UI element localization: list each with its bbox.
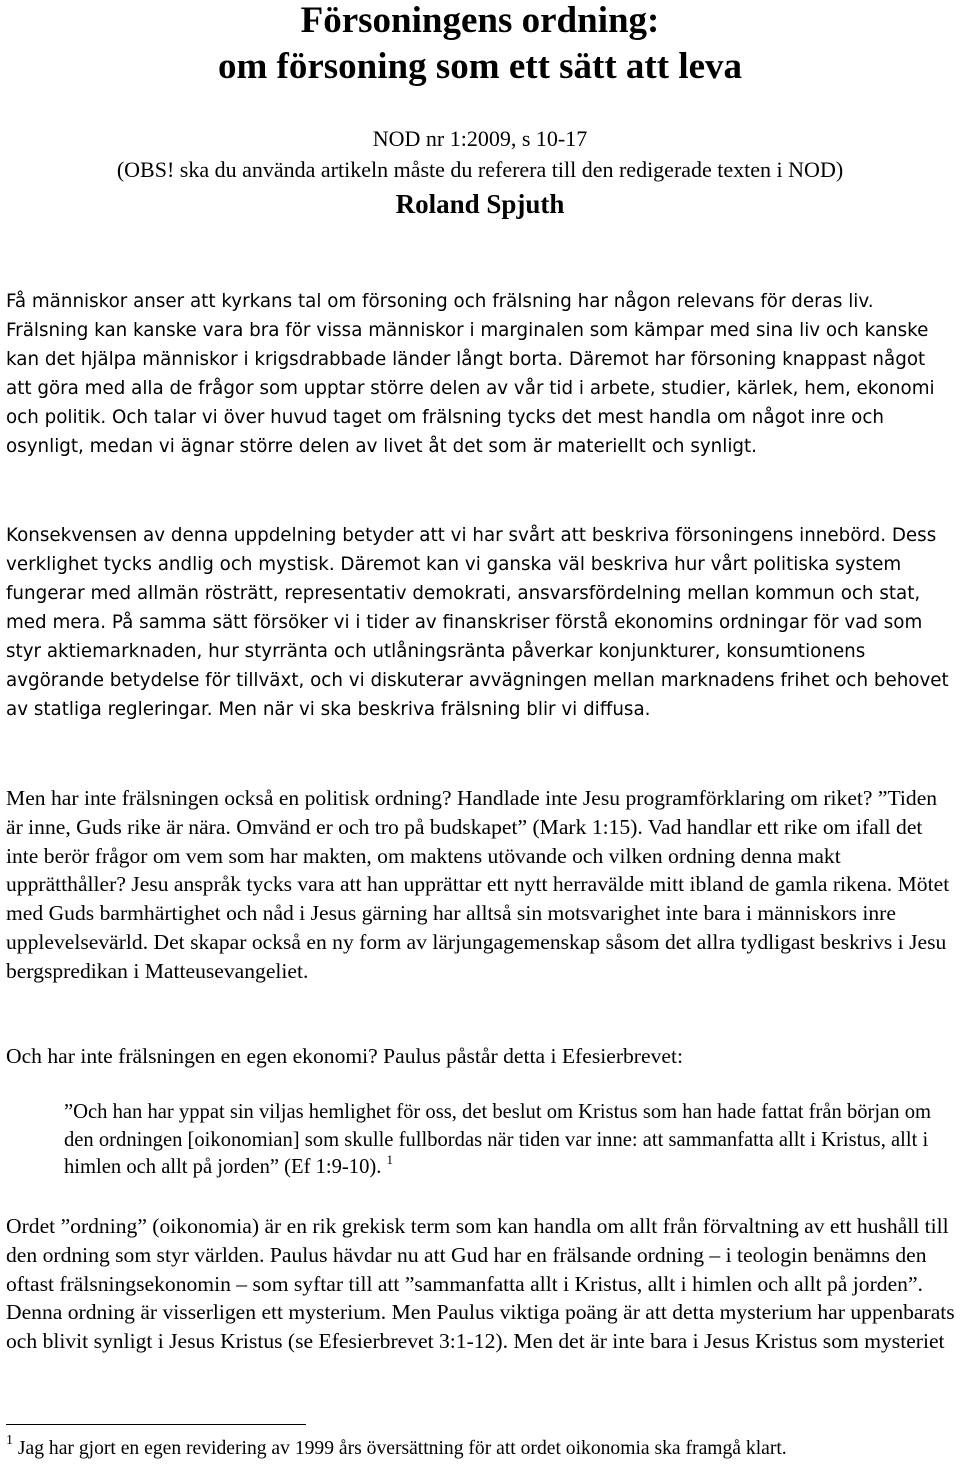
footnote-number: 1 xyxy=(6,1433,13,1448)
paragraph-3: Men har inte frälsningen också en politisk ordning? Handlade inte Jesu programförklaring om riket? ”Tiden är inne, Guds rike är nära. Omvänd er och tro på budskapet” (Mark 1:15). Vad handlar ett rike om ifall det inte berör frågor om vem som har makten, om maktens utövande och vilken ordning denna makt upprätthåller? Jesu anspråk tycks vara att han upprättar ett nytt herravälde mitt ibland de gamla rikena. Mötet med Guds barmhärtighet och nåd i Jesus gärning har alltså sin motsvarighet inte bara i människors inre upplevelsevärld. Det skapar också en ny form av lärjungagemenskap såsom det allra tydligast beskrivs i Jesu bergspredikan i Matteusevangeliet. xyxy=(6,786,950,983)
citation-note: (OBS! ska du använda artikeln måste du referera till den redigerade texten i NOD) xyxy=(116,157,844,182)
title-line-1: Försoningens ordning: xyxy=(300,0,660,41)
document-title xyxy=(0,0,960,90)
footnote-reference: 1 xyxy=(386,1152,394,1167)
paragraph-4: Och har inte frälsningen en egen ekonomi? Paulus påstår detta i Efesierbrevet: xyxy=(6,1044,683,1068)
quote-text: ”Och han har yppat sin viljas hemlighet för oss, det beslut om Kristus som han hade fattat från början om den ordningen [oikonomian] som skulle fullbordas när tiden var inne: att sammanfatta allt i Kristus, allt i himlen och allt på jorden” (Ef 1:9-10). xyxy=(64,1101,932,1178)
author-name: Roland Spjuth xyxy=(395,189,565,219)
paragraph-5: Ordet ”ordning” (oikonomia) är en rik grekisk term som kan handla om allt från förvaltning av ett hushåll till den ordning som styr världen. Paulus hävdar nu att Gud har en frälsande ordning – i teologin benämns den oftast frälsningsekonomin – som syftar till att ”sammanfatta allt i Kristus, allt i himlen och allt på jorden”. Denna ordning är visserligen ett mysterium. Men Paulus viktiga poäng är att detta mysterium har uppenbarats och blivit synligt i Jesus Kristus (se Efesierbrevet 3:1-12). Men det är inte bara i Jesus Kristus som mysteriet xyxy=(6,1214,955,1354)
footnote xyxy=(6,1433,956,1462)
block-quote xyxy=(64,1099,944,1182)
footnote-separator xyxy=(6,1424,306,1425)
paragraph-1: Få människor anser att kyrkans tal om försoning och frälsning har någon relevans för deras liv. Frälsning kan kanske vara bra för vissa människor i marginalen som kämpar med sina liv och kanske kan det hjälpa människor i krigsdrabbade länder långt borta. Däremot har försoning knappast något att göra med alla de frågor som upptar större delen av vår tid i arbete, studier, kärlek, hem, ekonomi och politik. Och talar vi över huvud taget om frälsning tycks det mest handla om något inre och osynligt, medan vi ägnar större delen av livet åt det som är materiellt och synligt. xyxy=(6,291,935,457)
footnote-text: Jag har gjort en egen revidering av 1999 års översättning för att ordet oikonomia ska framgå klart. xyxy=(13,1438,787,1459)
title-line-2: om försoning som ett sätt att leva xyxy=(217,46,743,87)
paragraph-2: Konsekvensen av denna uppdelning betyder att vi har svårt att beskriva försoningens innebörd. Dess verklighet tycks andlig och mystisk. Däremot kan vi ganska väl beskriva hur vårt politiska system fungerar med allmän rösträtt, representativ demokrati, ansvarsfördelning mellan kommun och stat, med mera. På samma sätt försöker vi i tider av finanskriser förstå ekonomins ordningar för vad som styr aktiemarknaden, hur styrränta och utlåningsränta påverkar konjunkturer, konsumtionens avgörande betydelse för tillväxt, och vi diskuterar avvägningen mellan marknadens frihet och behovet av statliga regleringar. Men när vi ska beskriva frälsning blir vi diffusa. xyxy=(6,525,949,720)
publication-info: NOD nr 1:2009, s 10-17 xyxy=(372,126,588,151)
